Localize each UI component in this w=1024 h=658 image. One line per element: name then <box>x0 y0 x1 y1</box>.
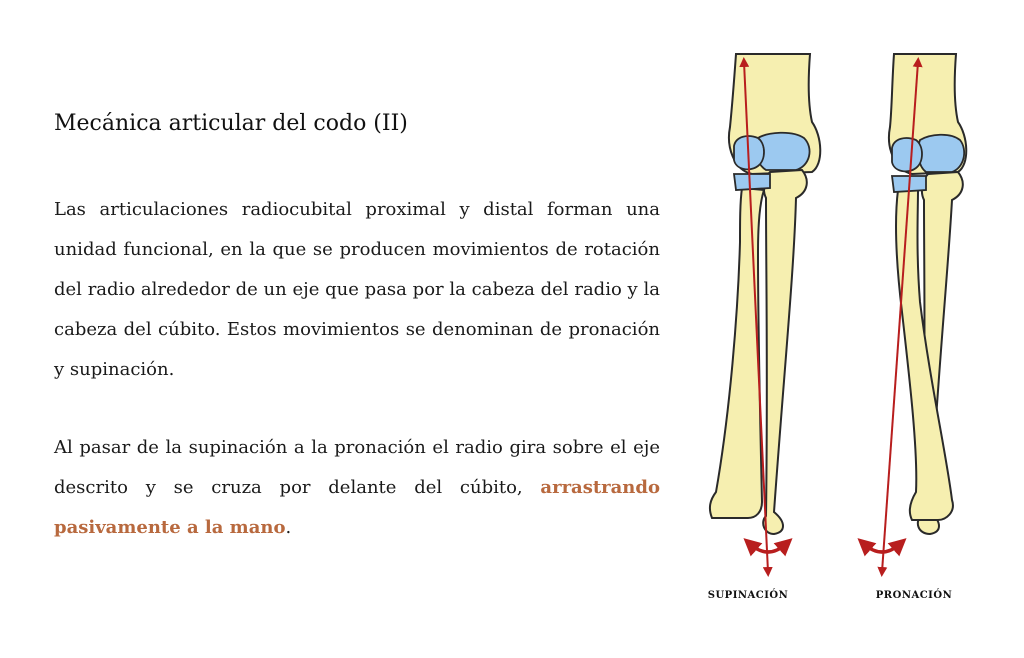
page-title: Mecánica articular del codo (II) <box>54 111 408 136</box>
paragraph-rotation-text: Al pasar de la supinación a la pronación el radio gira sobre el eje descrito y se cruza por delante del cúbito, <box>54 437 660 498</box>
forearm-illustration <box>696 52 996 612</box>
paragraph-rotation <box>54 428 660 548</box>
radius-left <box>710 188 764 518</box>
rotation-arrow-left <box>750 544 786 552</box>
rotation-arrow-right <box>864 544 900 552</box>
trochlea-right <box>918 135 964 172</box>
supination-diagram <box>710 54 820 572</box>
pronation-label: PRONACIÓN <box>875 590 953 601</box>
supination-label: SUPINACIÓN <box>707 590 789 601</box>
highlight-text: arrastrando pasivamente a la mano <box>54 477 660 538</box>
paragraph-end: . <box>285 517 292 538</box>
radial-head-left <box>734 174 770 190</box>
pronation-diagram <box>864 54 966 572</box>
ulna-left <box>763 170 807 534</box>
capitulum-right <box>892 138 922 171</box>
paragraph-intro: Las articulaciones radiocubital proximal y distal forman una unidad funcional, en la que se producen movimientos de rotación del radio alrededor de un eje que pasa por la cabeza del radio y la cabeza del cúbito. Estos movimientos se denominan de pronación y supinación. <box>54 199 660 380</box>
